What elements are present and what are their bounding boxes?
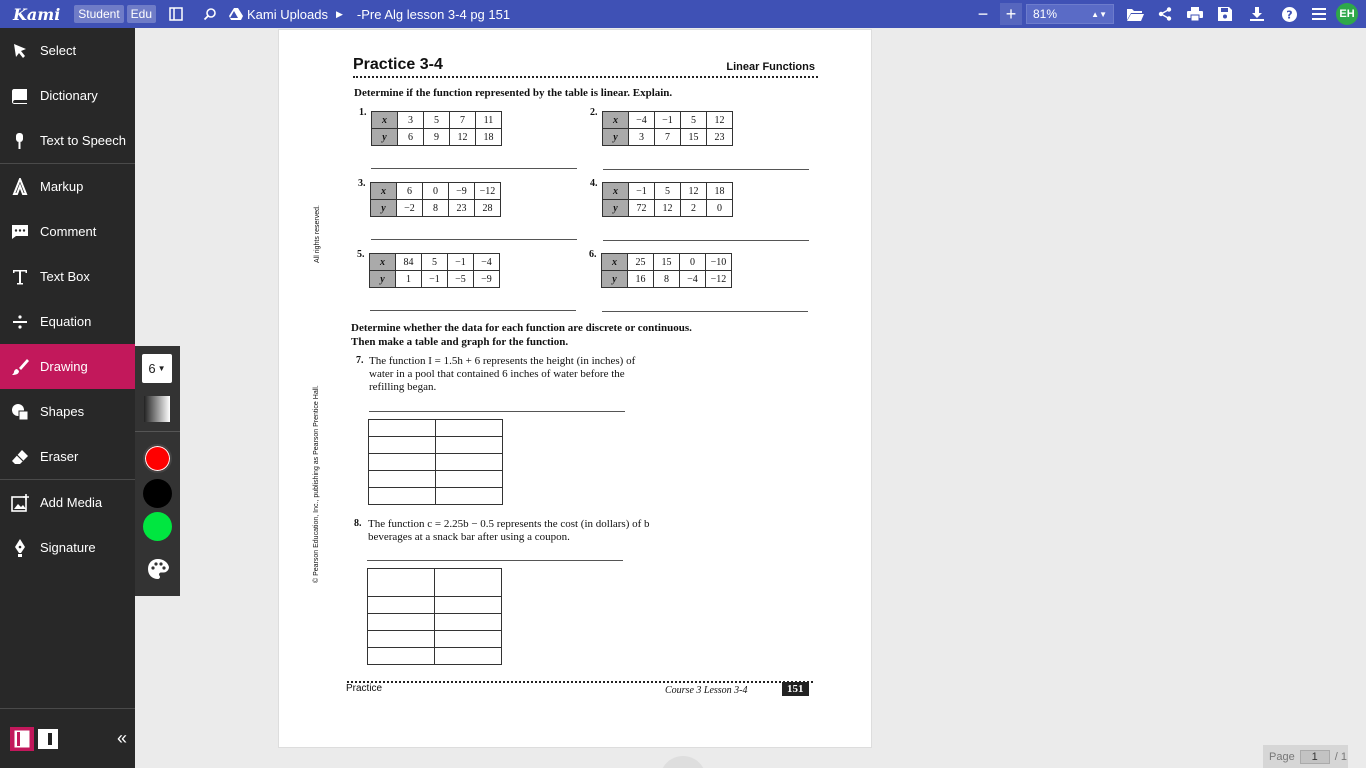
kami-logo: Kami: [13, 4, 61, 24]
breadcrumb-folder[interactable]: Kami Uploads: [247, 6, 328, 22]
problem-line: The function I = 1.5h + 6 represents the height (in inches) of: [369, 355, 636, 367]
table-cell: −1: [629, 183, 655, 200]
table-header-y: y: [603, 200, 629, 217]
tool-label: Equation: [40, 314, 92, 329]
function-table-3: [370, 182, 501, 217]
markup-icon: [10, 177, 30, 197]
speaker-icon: [10, 131, 30, 151]
problem-line: beverages at a snack bar after using a coupon.: [368, 531, 570, 543]
divide-icon: [10, 312, 30, 332]
table-cell: −1: [422, 271, 448, 288]
table-cell: 1: [396, 271, 422, 288]
table-header-x: x: [603, 183, 629, 200]
avatar[interactable]: EH: [1336, 3, 1358, 25]
eraser-icon: [10, 447, 30, 467]
help-icon[interactable]: [1278, 3, 1300, 25]
layout-left-icon[interactable]: [10, 727, 34, 751]
table-cell: 7: [450, 112, 476, 129]
publisher-text: © Pearson Education, Inc., publishing as Pearson Prentice Hall.: [313, 385, 320, 583]
footer-page-number: 151: [782, 682, 809, 696]
table-cell: 5: [424, 112, 450, 129]
table-header-y: y: [370, 271, 396, 288]
table-cell: 9: [424, 129, 450, 146]
tool-drawing[interactable]: [0, 344, 135, 389]
table-cell: 8: [654, 271, 680, 288]
table-cell: 8: [423, 200, 449, 217]
share-icon[interactable]: [1154, 3, 1176, 25]
problem-number: 4.: [590, 178, 598, 189]
brush-icon: [10, 357, 30, 377]
zoom-select[interactable]: [1026, 4, 1114, 24]
table-cell: −4: [680, 271, 706, 288]
layout-right-icon[interactable]: [38, 729, 58, 749]
tool-shapes[interactable]: [0, 389, 135, 434]
problem-number: 5.: [357, 249, 365, 260]
document-page[interactable]: [278, 29, 872, 748]
document-title: -Pre Alg lesson 3-4 pg 151: [356, 6, 511, 22]
problem-number: 7.: [356, 355, 364, 366]
collapse-icon[interactable]: «: [116, 728, 127, 748]
table-cell: 12: [450, 129, 476, 146]
media-icon: [10, 493, 30, 513]
instruction-discrete: [351, 321, 692, 349]
table-header-y: y: [603, 129, 629, 146]
footer-course: Course 3 Lesson 3-4: [665, 685, 748, 696]
function-table-6: [601, 253, 732, 288]
tool-select[interactable]: [0, 28, 135, 73]
tool-label: Comment: [40, 224, 97, 239]
tool-label: Shapes: [40, 404, 85, 419]
tool-add-media[interactable]: [0, 480, 135, 525]
tool-equation[interactable]: [0, 299, 135, 344]
download-icon[interactable]: [1246, 3, 1268, 25]
page-indicator: [1263, 745, 1348, 768]
folder-open-icon[interactable]: [1124, 3, 1146, 25]
zoom-value: 81%: [1033, 7, 1058, 21]
brush-size-select[interactable]: [142, 354, 172, 383]
table-cell: −1: [655, 112, 681, 129]
drawing-options-panel: [135, 346, 180, 596]
table-cell: 0: [680, 254, 706, 271]
table-cell: −1: [448, 254, 474, 271]
table-header-x: x: [370, 254, 396, 271]
table-cell: 3: [398, 112, 424, 129]
tool-markup[interactable]: [0, 164, 135, 209]
table-cell: 16: [628, 271, 654, 288]
page-total: / 1: [1334, 750, 1347, 763]
table-header-y: y: [371, 200, 397, 217]
blank-table-7: [368, 419, 503, 505]
zoom-in-icon[interactable]: +: [1000, 3, 1022, 25]
tool-sidebar: [0, 28, 135, 768]
edu-tag[interactable]: Edu: [127, 5, 156, 23]
table-cell: 84: [396, 254, 422, 271]
color-swatch-red[interactable]: [143, 444, 172, 473]
table-header-y: y: [602, 271, 628, 288]
problem-line: water in a pool that contained 6 inches of water before the: [369, 368, 625, 380]
table-header-x: x: [603, 112, 629, 129]
instruction-line: Then make a table and graph for the function.: [351, 336, 569, 348]
instruction-linear: Determine if the function represented by the table is linear. Explain.: [354, 87, 673, 99]
breadcrumb: [225, 3, 510, 25]
tool-text-to-speech[interactable]: [0, 118, 135, 163]
table-header-x: x: [372, 112, 398, 129]
table-cell: −9: [474, 271, 500, 288]
tool-label: Add Media: [40, 495, 103, 510]
tool-label: Markup: [40, 179, 84, 194]
page-label: Page: [1269, 750, 1295, 763]
student-tag[interactable]: Student: [74, 5, 123, 23]
problem-7-text: [369, 355, 635, 394]
table-cell: 7: [655, 129, 681, 146]
table-cell: 15: [654, 254, 680, 271]
table-cell: 12: [681, 183, 707, 200]
brush-size-value: 6: [148, 361, 156, 376]
zoom-out-icon[interactable]: −: [977, 3, 989, 24]
table-cell: −12: [475, 183, 501, 200]
table-cell: 5: [422, 254, 448, 271]
color-swatch-green[interactable]: [143, 512, 172, 541]
table-cell: 18: [476, 129, 502, 146]
table-cell: 5: [681, 112, 707, 129]
table-cell: 12: [655, 200, 681, 217]
worksheet-title: Practice 3-4: [353, 56, 443, 73]
table-cell: 12: [707, 112, 733, 129]
table-cell: 25: [628, 254, 654, 271]
table-cell: −5: [448, 271, 474, 288]
problem-line: The function c = 2.25b − 0.5 represents the cost (in dollars) of b: [368, 518, 650, 530]
shapes-icon: [10, 402, 30, 422]
menu-icon[interactable]: [1308, 3, 1330, 25]
google-drive-icon: [225, 3, 247, 25]
pen-nib-icon: [10, 538, 30, 558]
table-cell: 23: [707, 129, 733, 146]
comment-icon: [10, 222, 30, 242]
tool-label: Text Box: [40, 269, 90, 284]
top-toolbar: [0, 0, 1366, 28]
table-cell: 0: [423, 183, 449, 200]
book-icon: [10, 86, 30, 106]
worksheet-subtitle: Linear Functions: [726, 61, 815, 73]
tool-text-box[interactable]: [0, 254, 135, 299]
table-cell: 23: [449, 200, 475, 217]
cursor-icon: [10, 41, 30, 61]
caret-down-icon: ▼: [157, 364, 166, 373]
table-cell: 28: [475, 200, 501, 217]
tool-label: Text to Speech: [40, 133, 126, 148]
updown-icon: ▲▼: [1091, 9, 1107, 19]
function-table-5: [369, 253, 500, 288]
palette-icon[interactable]: [147, 558, 169, 585]
chevron-right-icon: ▶: [335, 8, 343, 19]
problem-number: 2.: [590, 107, 598, 118]
tool-label: Signature: [40, 540, 96, 555]
tool-dictionary[interactable]: [0, 73, 135, 118]
table-cell: 11: [476, 112, 502, 129]
table-header-y: y: [372, 129, 398, 146]
table-cell: 18: [707, 183, 733, 200]
table-cell: 72: [629, 200, 655, 217]
problem-8-text: [368, 518, 650, 544]
table-cell: −9: [449, 183, 475, 200]
tool-comment[interactable]: [0, 209, 135, 254]
function-table-4: [602, 182, 733, 217]
layout-controls: [0, 708, 135, 768]
scroll-knob[interactable]: [660, 756, 706, 768]
table-cell: −2: [397, 200, 423, 217]
table-cell: −10: [706, 254, 732, 271]
problem-number: 3.: [358, 178, 366, 189]
table-header-x: x: [371, 183, 397, 200]
blank-table-8: [367, 568, 502, 665]
svg-text:?: ?: [1285, 8, 1293, 21]
color-swatch-black[interactable]: [143, 479, 172, 508]
table-cell: 5: [655, 183, 681, 200]
function-table-1: [371, 111, 502, 146]
footer-practice: Practice: [346, 683, 383, 694]
textbox-icon: [10, 267, 30, 287]
table-cell: 3: [629, 129, 655, 146]
problem-number: 6.: [589, 249, 597, 260]
table-cell: 15: [681, 129, 707, 146]
tool-label: Select: [40, 43, 77, 58]
tool-label: Drawing: [40, 359, 88, 374]
sidebar-toggle-icon[interactable]: [165, 3, 187, 25]
table-cell: 6: [397, 183, 423, 200]
problem-number: 1.: [359, 107, 367, 118]
instruction-line: Determine whether the data for each function are discrete or continuous.: [351, 322, 692, 334]
problem-line: refilling began.: [369, 381, 437, 393]
print-icon[interactable]: [1184, 3, 1206, 25]
function-table-2: [602, 111, 733, 146]
tool-label: Eraser: [40, 449, 79, 464]
table-cell: −12: [706, 271, 732, 288]
page-number-input[interactable]: 1: [1300, 750, 1330, 764]
tool-label: Dictionary: [40, 88, 98, 103]
opacity-gradient[interactable]: [144, 396, 170, 422]
search-icon[interactable]: [199, 3, 221, 25]
table-cell: 0: [707, 200, 733, 217]
table-cell: −4: [474, 254, 500, 271]
rights-text: All rights reserved.: [314, 205, 321, 263]
table-cell: −4: [629, 112, 655, 129]
tool-signature[interactable]: [0, 525, 135, 570]
save-icon[interactable]: [1214, 3, 1236, 25]
tool-eraser[interactable]: [0, 434, 135, 479]
table-header-x: x: [602, 254, 628, 271]
problem-number: 8.: [354, 518, 362, 529]
table-cell: 2: [681, 200, 707, 217]
table-cell: 6: [398, 129, 424, 146]
